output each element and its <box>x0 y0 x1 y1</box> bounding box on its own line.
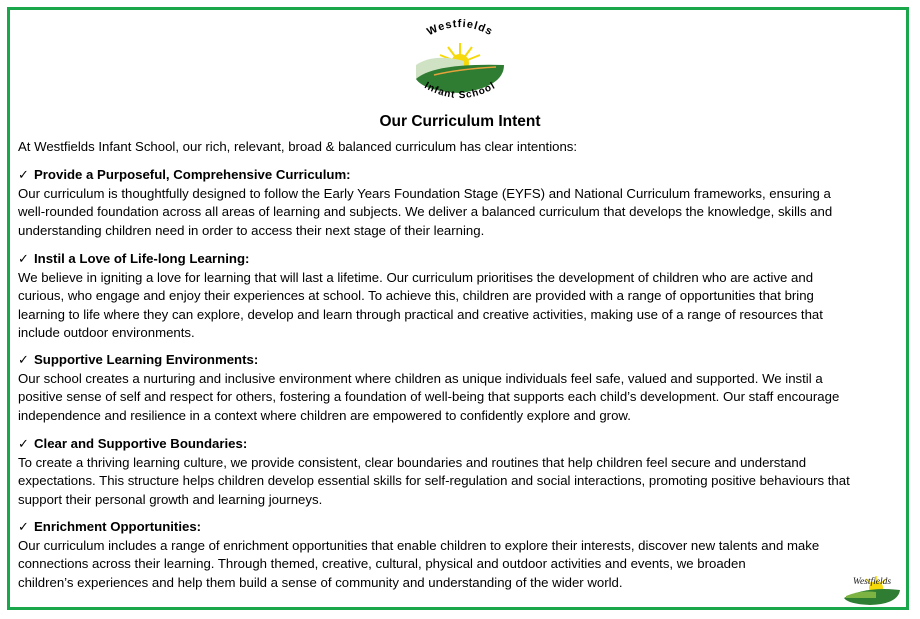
section-line: support their personal growth and learning journeys. <box>18 491 323 507</box>
section-lifelong-learning <box>18 250 908 343</box>
section-curriculum <box>18 166 908 240</box>
svg-text:Westfields <box>425 18 495 38</box>
section-line: understanding children need in order to access their next stage of their learning. <box>18 222 485 238</box>
check-icon: ✓ <box>18 352 30 367</box>
school-logo-small <box>840 570 902 606</box>
section-enrichment <box>18 518 908 592</box>
check-icon: ✓ <box>18 519 30 534</box>
section-line: children’s experiences and help them build a sense of community and understanding of the wider world. <box>18 574 623 590</box>
logo-top-text: Westfields <box>425 18 495 39</box>
section-line: Our curriculum is thoughtfully designed to follow the Early Years Foundation Stage (EYFS) and National Curriculum frameworks, ensuring a <box>18 185 831 201</box>
section-line: well-rounded foundation across all areas of learning and subjects. We deliver a balanced curriculum that develops the knowledge, skills and <box>18 204 833 220</box>
intro-text: At Westfields Infant School, our rich, relevant, broad & balanced curriculum has clear intentions: <box>18 139 578 154</box>
check-icon: ✓ <box>18 251 30 266</box>
section-line: positive sense of self and respect for others, fostering a foundation of well-being that supports each child’s development. Our staff encourage <box>18 389 840 405</box>
school-logo <box>404 17 516 109</box>
section-line: include outdoor environments. <box>18 325 195 341</box>
section-learning-environments <box>18 351 908 425</box>
section-line: Our curriculum includes a range of enrichment opportunities that enable children to explore their interests, discover new talents and make <box>18 537 820 553</box>
section-heading: Supportive Learning Environments: <box>34 352 259 367</box>
section-boundaries <box>18 435 908 509</box>
page-title: Our Curriculum Intent <box>379 113 541 130</box>
small-logo-text: Westfields <box>852 577 892 587</box>
section-line: curious, who engage and enjoy their experiences at school. To achieve this, children are provided with a range of opportunities that bring <box>18 288 814 304</box>
section-line: learning to life where they can explore, develop and learn through practical and creative activities, making use of a range of resources that <box>18 306 823 322</box>
logo-bottom-text: Infant School <box>422 80 498 102</box>
section-line: To create a thriving learning culture, we provide consistent, clear boundaries and routines that help children feel secure and understand <box>18 454 807 470</box>
check-icon: ✓ <box>18 167 30 182</box>
section-line: connections across their learning. Through themed, creative, cultural, physical and outdoor activities and events, we broaden <box>18 556 746 572</box>
section-heading: Enrichment Opportunities: <box>34 519 202 534</box>
section-line: expectations. This structure helps children develop essential skills for self-regulation and social interactions, promoting positive behaviours that <box>18 473 850 489</box>
section-line: Our school creates a nurturing and inclusive environment where children as unique individuals feel safe, valued and supported. We instil a <box>18 370 823 386</box>
section-heading: Provide a Purposeful, Comprehensive Curriculum: <box>34 167 351 182</box>
section-line: We believe in igniting a love for learning that will last a lifetime. Our curriculum prioritises the development of children who are active and <box>18 269 814 285</box>
section-line: independence and resilience in a context where children are empowered to confidently explore and grow. <box>18 407 631 423</box>
section-heading: Clear and Supportive Boundaries: <box>34 436 248 451</box>
section-heading: Instil a Love of Life-long Learning: <box>34 251 250 266</box>
check-icon: ✓ <box>18 436 30 451</box>
